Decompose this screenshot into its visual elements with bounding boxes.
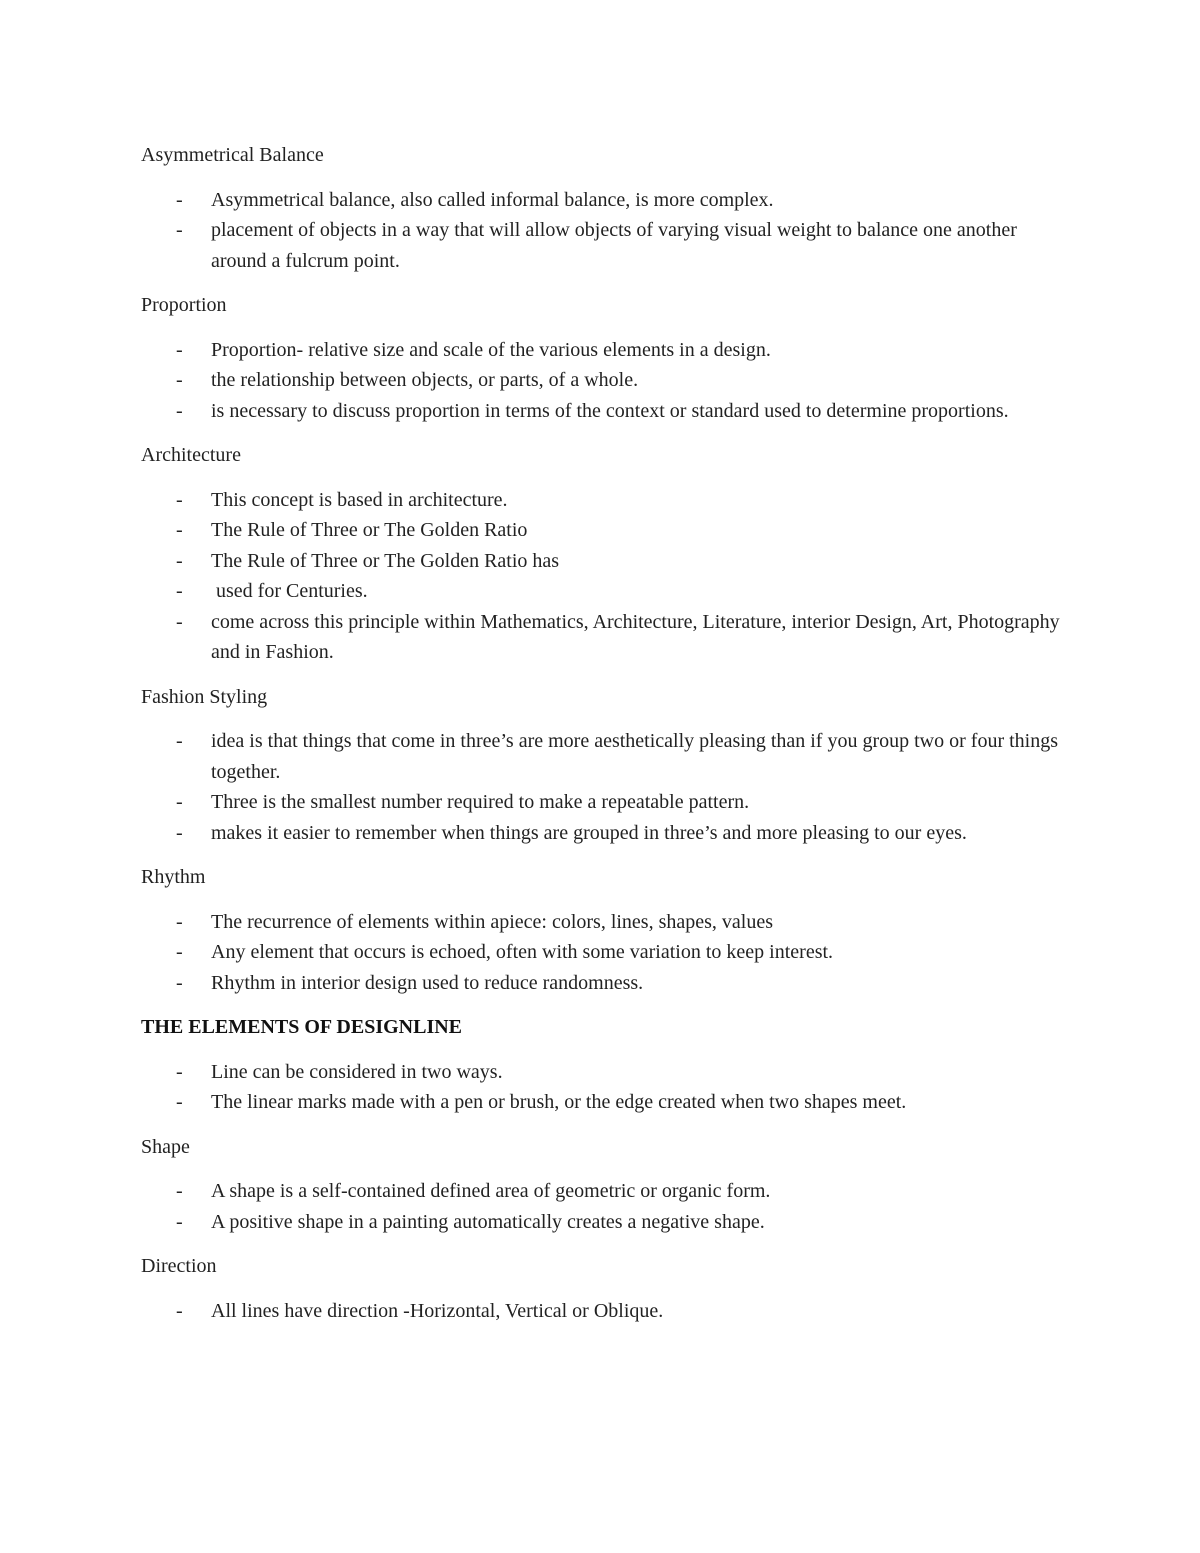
list-item-text: A positive shape in a painting automatically creates a negative shape. — [211, 1210, 765, 1233]
list-item — [141, 1176, 1071, 1207]
dash-bullet: - — [176, 1299, 183, 1322]
section-heading: Fashion Styling — [141, 685, 268, 708]
list-item-text: Asymmetrical balance, also called informal balance, is more complex. — [211, 188, 774, 211]
list-item — [141, 726, 1071, 787]
section-heading: Asymmetrical Balance — [141, 144, 324, 166]
dash-bullet: - — [176, 488, 183, 511]
list-item-text: The recurrence of elements within apiece: colors, lines, shapes, values — [211, 910, 774, 933]
dash-bullet: - — [176, 188, 183, 211]
list-item-text: placement of objects in a way that will allow objects of varying visual weight to balance one another around a fulcrum point. — [211, 219, 1022, 272]
list-item-text: Line can be considered in two ways. — [211, 1060, 503, 1083]
bullet-list — [141, 907, 1071, 999]
list-item — [141, 546, 1071, 577]
list-item — [141, 576, 1071, 607]
dash-bullet: - — [176, 821, 183, 844]
bullet-list — [141, 335, 1071, 427]
dash-bullet: - — [176, 519, 183, 541]
list-item-text: All lines have direction -Horizontal, Vertical or Oblique. — [211, 1299, 664, 1322]
list-item — [141, 215, 1071, 276]
dash-bullet: - — [176, 1210, 183, 1233]
list-item — [141, 787, 1071, 818]
bullet-list — [141, 1296, 1071, 1327]
list-item — [141, 335, 1071, 366]
list-item — [141, 968, 1071, 999]
section-heading: Shape — [141, 1135, 190, 1158]
dash-bullet: - — [176, 1060, 183, 1083]
dash-bullet: - — [176, 971, 183, 994]
section-heading: Proportion — [141, 294, 227, 316]
dash-bullet: - — [176, 219, 183, 241]
dash-bullet: - — [176, 549, 183, 572]
list-item-text: makes it easier to remember when things are grouped in three’s and more pleasing to our eyes. — [211, 821, 967, 844]
list-item — [141, 515, 1071, 546]
document-body — [141, 140, 1071, 1340]
dash-bullet: - — [176, 730, 183, 752]
dash-bullet: - — [176, 399, 183, 422]
dash-bullet: - — [176, 791, 183, 813]
list-item-text: A shape is a self-contained defined area of geometric or organic form. — [211, 1180, 771, 1202]
bullet-list — [141, 485, 1071, 668]
list-item-text: The linear marks made with a pen or brush, or the edge created when two shapes meet. — [211, 1091, 907, 1113]
list-item — [141, 185, 1071, 216]
list-item-text: Three is the smallest number required to make a repeatable pattern. — [211, 791, 750, 813]
list-item — [141, 1207, 1071, 1238]
list-item-text: The Rule of Three or The Golden Ratio — [211, 519, 528, 541]
list-item — [141, 1296, 1071, 1327]
dash-bullet: - — [176, 369, 183, 391]
dash-bullet: - — [176, 1180, 183, 1202]
list-item-text: This concept is based in architecture. — [211, 488, 508, 511]
list-item-text: idea is that things that come in three’s are more aesthetically pleasing than if you group two or four things together. — [211, 730, 1064, 783]
section-heading: Direction — [141, 1255, 217, 1277]
list-item-text: come across this principle within Mathematics, Architecture, Literature, interior Design, Art, Photography and in Fashion. — [211, 610, 1065, 663]
bullet-list — [141, 726, 1071, 848]
list-item — [141, 1057, 1071, 1088]
dash-bullet: - — [176, 1091, 183, 1113]
section-heading: Rhythm — [141, 866, 206, 888]
section-heading: THE ELEMENTS OF DESIGNLINE — [141, 1016, 463, 1038]
list-item-text: Any element that occurs is echoed, often with some variation to keep interest. — [211, 941, 834, 963]
list-item-text: used for Centuries. — [211, 580, 368, 602]
list-item-text: Proportion- relative size and scale of the various elements in a design. — [211, 338, 771, 361]
list-item-text: The Rule of Three or The Golden Ratio has — [211, 549, 560, 572]
list-item — [141, 365, 1071, 396]
dash-bullet: - — [176, 610, 183, 633]
list-item — [141, 907, 1071, 938]
dash-bullet: - — [176, 941, 183, 963]
bullet-list — [141, 1057, 1071, 1118]
list-item-text: the relationship between objects, or parts, of a whole. — [211, 369, 639, 391]
bullet-list — [141, 1176, 1071, 1237]
list-item — [141, 818, 1071, 849]
dash-bullet: - — [176, 338, 183, 361]
list-item-text: is necessary to discuss proportion in terms of the context or standard used to determine proportions. — [211, 399, 1009, 422]
bullet-list — [141, 185, 1071, 277]
list-item — [141, 396, 1071, 427]
list-item — [141, 1087, 1071, 1118]
section-heading: Architecture — [141, 444, 241, 466]
list-item — [141, 485, 1071, 516]
list-item — [141, 607, 1071, 668]
list-item — [141, 937, 1071, 968]
dash-bullet: - — [176, 580, 183, 602]
list-item-text: Rhythm in interior design used to reduce randomness. — [211, 971, 644, 994]
dash-bullet: - — [176, 910, 183, 933]
